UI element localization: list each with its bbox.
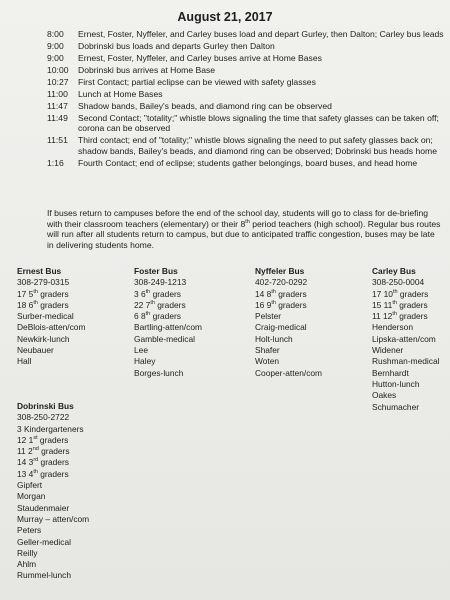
roster-line: 12 1st graders [17,434,69,445]
roster-line: Reilly [17,547,38,558]
bus-roster-nyffeler [255,266,322,379]
roster-line: 3 Kindergarteners [17,423,84,434]
roster-line: 308-250-0004 [372,277,425,288]
roster-line: 14 8th graders [255,288,307,299]
roster-line: 308-279-0315 [17,277,70,288]
schedule-description: Dobrinski bus loads and departs Gurley then Dalton [78,41,275,51]
roster-line: Shafer [255,345,280,356]
roster-line: Lipska-atten/com [372,333,436,344]
bus-name: Carley Bus [372,266,416,276]
roster-line: Staudenmaier [17,502,70,513]
roster-line: Geller-medical [17,536,71,547]
roster-line: 15 11th graders [372,299,428,310]
roster-line: Holt-lunch [255,333,293,344]
roster-line: Woten [255,356,280,367]
bus-roster-carley [372,266,440,413]
schedule-description: Fourth Contact; end of eclipse; students gather belongings, board buses, and head home [78,157,418,168]
schedule-row [47,77,447,87]
roster-line: 22 7th graders [134,299,186,310]
roster-line: Schumacher [372,401,420,412]
schedule-time: 11:49 [47,113,68,123]
roster-line: Surber-medical [17,311,74,322]
schedule-time: 11:47 [47,101,68,111]
schedule-row [47,101,447,111]
roster-line: Morgan [17,491,46,502]
roster-line: 11 12th graders [372,311,428,322]
roster-line: 14 3rd graders [17,457,69,468]
roster-line: 308-249-1213 [134,277,187,288]
roster-line: Haley [134,356,156,367]
schedule-description: Ernest, Foster, Nyffeler, and Carley buses load and depart Gurley, then Dalton; Carley bus leads [78,29,444,39]
roster-line: Peters [17,525,42,536]
schedule-description: Lunch at Home Bases [78,89,163,99]
schedule-description: Ernest, Foster, Nyffeler, and Carley buses arrive at Home Bases [78,53,322,63]
roster-line: Murray – atten/com [17,513,90,524]
roster-line: 16 9th graders [255,299,307,310]
schedule-row [47,135,447,156]
roster-line: 17 10th graders [372,288,429,299]
bus-roster-ernest [17,266,85,368]
roster-line: Hall [17,356,32,367]
roster-line: Rushman-medical [372,356,440,367]
roster-line: Cooper-atten/com [255,367,323,378]
schedule-row [47,53,447,63]
roster-line: Rummel-lunch [17,570,71,581]
roster-line: 17 5th graders [17,288,69,299]
roster-line: Bartling-atten/com [134,322,202,333]
note-paragraph: If buses return to campuses before the end of the school day, students will go to class for de-briefing with their classroom teachers (elementary) or their 8th period teachers (high school). Regular bus routes will run after all students return to campus, but due to anticipated traffic congestion, buses may be late in delivering students home. [47,208,441,250]
schedule-row [47,65,447,75]
roster-line: Gamble-medical [134,333,195,344]
roster-line: DeBlois-atten/com [17,322,86,333]
schedule-description: First Contact; partial eclipse can be viewed with safety glasses [78,77,316,87]
schedule-time: 10:27 [47,77,69,87]
schedule-time: 10:00 [47,65,69,75]
schedule-row [47,89,447,99]
roster-line: 18 6th graders [17,299,69,310]
roster-line: Lee [134,345,148,356]
schedule-row [47,113,447,134]
roster-line: Newkirk-lunch [17,333,70,344]
roster-line: Craig-medical [255,322,307,333]
roster-line: Oakes [372,390,397,401]
bus-roster-dobrinski [17,401,89,582]
roster-line: Henderson [372,322,413,333]
bus-roster-foster [134,266,202,379]
roster-line: 13 4th graders [17,468,69,479]
roster-line: 308-250-2722 [17,412,70,423]
roster-line: 3 6th graders [134,288,181,299]
schedule-time: 9:00 [47,41,64,51]
roster-line: 11 2nd graders [17,446,70,457]
roster-line: 402-720-0292 [255,277,308,288]
schedule-list [47,29,447,170]
schedule-time: 8:00 [47,29,64,39]
roster-line: Ahlm [17,559,37,570]
bus-name: Nyffeler Bus [255,266,305,276]
schedule-time: 11:51 [47,135,68,146]
roster-line: 6 8th graders [134,311,181,322]
roster-line: Hutton-lunch [372,378,420,389]
document-title: August 21, 2017 [177,10,273,24]
schedule-description: Dobrinski bus arrives at Home Base [78,65,216,75]
roster-line: Pelster [255,311,282,322]
schedule-description: Shadow bands, Bailey's beads, and diamond ring can be observed [78,101,332,111]
roster-line: Borges-lunch [134,367,184,378]
roster-line: Widener [372,345,404,356]
schedule-time: 9:00 [47,53,64,63]
schedule-time: 1:16 [47,157,64,168]
schedule-time: 11:00 [47,89,68,99]
schedule-row [47,29,447,39]
roster-line: Bernhardt [372,367,409,378]
bus-name: Ernest Bus [17,266,62,276]
schedule-row [47,41,447,51]
roster-line: Neubauer [17,345,54,356]
schedule-description: Third contact; end of "totality;" whistle blows signaling the need to put safety glasses back on; shadow bands, Bailey's beads, and diamond ring can be observed; Dobrinski bus heads home [78,135,437,156]
schedule-description: Second Contact; "totality;" whistle blows signaling the time that safety glasses can be taken off; corona can be observed [78,113,439,134]
roster-line: Gipfert [17,480,43,491]
schedule-row [47,158,447,168]
bus-name: Foster Bus [134,266,178,276]
bus-name: Dobrinski Bus [17,401,74,411]
